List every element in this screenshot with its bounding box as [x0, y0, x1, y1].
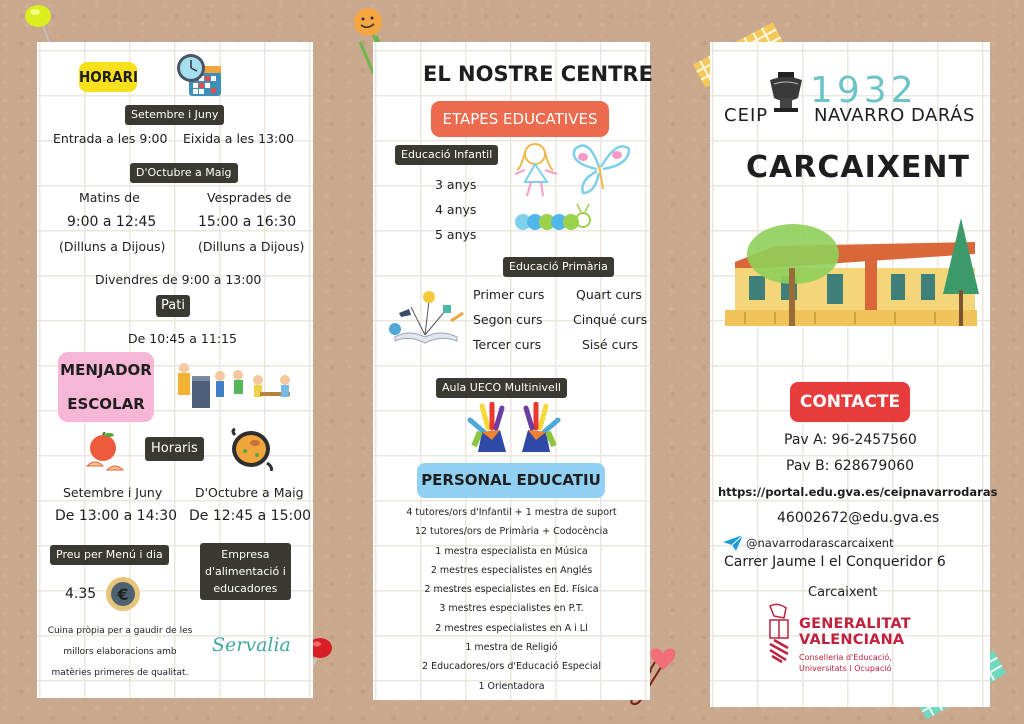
pati-time: De 10:45 a 11:15	[128, 331, 237, 346]
horaris-label: Horaris	[145, 437, 204, 461]
horari-title: HORARI	[79, 62, 137, 92]
company-label	[200, 543, 291, 600]
canteen-sept-june-time: De 13:00 a 14:30	[55, 508, 178, 524]
panel-contacte	[710, 42, 998, 707]
canteen-oct-may-label: D'Octubre a Maig	[195, 485, 304, 500]
gva-name	[799, 616, 911, 674]
afternoon-label: Vesprades de	[207, 190, 292, 205]
apple-icon	[83, 432, 127, 474]
gva-line2: VALENCIANA	[799, 632, 905, 648]
school-building-icon	[715, 214, 985, 334]
contacte-title: CONTACTE	[790, 382, 910, 422]
gva-coat-of-arms-icon	[766, 602, 792, 664]
gva-sub2: Universitats i Ocupació	[799, 664, 892, 673]
panel-horari-menjador	[37, 42, 313, 698]
logo-prefix: CEIP	[724, 105, 769, 126]
infantil-age-3: 3 anys	[435, 177, 477, 192]
staff-item: 2 mestres especialistes en Anglés	[430, 564, 593, 576]
menjador-title-line2: ESCOLAR	[67, 395, 145, 413]
panel-el-nostre-centre	[373, 42, 653, 700]
phone-pav-b[interactable]: Pav B: 628679060	[786, 458, 915, 474]
telegram-icon[interactable]	[722, 534, 744, 552]
city: Carcaixent	[808, 585, 878, 600]
morning-days: (Dilluns a Dijous)	[59, 239, 166, 254]
primaria-course-2: Segon curs	[473, 312, 543, 327]
company-label-line1: Empresa	[221, 548, 270, 561]
company-label-line2: d'alimentació i	[205, 565, 286, 578]
price-label: Preu per Menú i dia	[50, 545, 169, 565]
child-drawing-icon	[513, 140, 563, 198]
infantil-label: Educació Infantil	[395, 145, 498, 165]
canteen-oct-may-time: De 12:45 a 15:00	[189, 508, 312, 524]
staff-item: 1 mestra de Religió	[465, 642, 558, 654]
gva-sub1: Conselleria d'Educació,	[799, 653, 892, 662]
staff-item: 1 mestra especialista en Música	[435, 545, 588, 557]
email-link[interactable]: 46002672@edu.gva.es	[777, 510, 940, 526]
butterfly-drawing-icon	[569, 137, 631, 197]
morning-time: 9:00 a 12:45	[67, 214, 157, 230]
kitchen-text-line3: matèries primeres de qualitat.	[51, 668, 189, 678]
personal-title: PERSONAL EDUCATIU	[417, 463, 605, 498]
logo-year: 1932	[810, 70, 918, 111]
colorful-hands-icon	[466, 402, 562, 454]
staff-item: 12 tutores/ors de Primària + Codocència	[414, 526, 609, 538]
open-book-ideas-icon	[385, 287, 465, 345]
staff-item: 1 Orientadora	[478, 680, 545, 692]
website-link[interactable]: https://portal.edu.gva.es/ceipnavarrodaras	[718, 485, 998, 499]
kitchen-text-line2: millors elaboracions amb	[63, 647, 177, 657]
primaria-course-6: Sisé curs	[582, 337, 639, 352]
gva-line1: GENERALITAT	[799, 616, 911, 632]
exit-time: Eixida a les 13:00	[183, 131, 295, 146]
clock-calendar-icon	[175, 52, 223, 98]
primaria-course-3: Tercer curs	[473, 337, 542, 352]
infantil-age-4: 4 anys	[435, 202, 477, 217]
caterpillar-drawing-icon	[513, 200, 593, 240]
menjador-title-line1: MENJADOR	[60, 361, 152, 379]
pati-label: Pati	[156, 295, 190, 317]
svg-text:€: €	[117, 585, 129, 604]
afternoon-days: (Dilluns a Dijous)	[198, 239, 305, 254]
town-title: CARCAIXENT	[746, 150, 970, 185]
primaria-course-5: Cinqué curs	[573, 312, 648, 327]
morning-label: Matins de	[79, 190, 140, 205]
euro-coin-icon	[104, 575, 142, 613]
kitchen-text-line1: Cuina pròpia per a gaudir de les	[47, 626, 193, 636]
oct-may-label: D'Octubre a Maig	[130, 163, 238, 183]
school-emblem-icon	[764, 70, 808, 118]
company-label-line3: educadores	[213, 582, 278, 595]
logo-school-name: NAVARRO DARÁS	[814, 105, 975, 126]
servalia-logo: Servalia	[212, 634, 291, 656]
friday-schedule: Divendres de 9:00 a 13:00	[95, 272, 262, 287]
etapes-title: ETAPES EDUCATIVES	[431, 101, 609, 137]
menjador-title	[58, 352, 154, 422]
primaria-course-1: Primer curs	[473, 287, 545, 302]
staff-item: 4 tutores/ors d'Infantil + 1 mestra de suport	[406, 507, 617, 518]
paella-icon	[229, 427, 277, 471]
primaria-label: Educació Primària	[503, 257, 614, 277]
price-value: 4.35	[65, 586, 97, 602]
staff-item: 2 mestres especialistes en Ed. Física	[424, 584, 599, 596]
staff-item: 3 mestres especialistes en P.T.	[439, 603, 584, 615]
entry-time: Entrada a les 9:00	[53, 131, 168, 146]
staff-list	[373, 503, 650, 696]
staff-item: 2 mestres especialistes en A i Ll	[435, 622, 588, 634]
ueco-label: Aula UECO Multinivell	[436, 378, 567, 398]
afternoon-time: 15:00 a 16:30	[198, 214, 297, 230]
centre-title: EL NOSTRE CENTRE	[423, 62, 653, 86]
primaria-course-4: Quart curs	[576, 287, 642, 302]
phone-pav-a[interactable]: Pav A: 96-2457560	[784, 432, 917, 448]
sept-june-label: Setembre i Juny	[125, 105, 224, 125]
staff-item: 2 Educadores/ors d'Educació Especial	[422, 661, 601, 673]
canteen-children-icon	[174, 360, 302, 412]
canteen-sept-june-label: Setembre i Juny	[63, 485, 163, 500]
telegram-handle[interactable]: @navarrodarascarcaixent	[746, 536, 894, 550]
infantil-age-5: 5 anys	[435, 227, 477, 242]
address: Carrer Jaume I el Conqueridor 6	[724, 554, 946, 570]
